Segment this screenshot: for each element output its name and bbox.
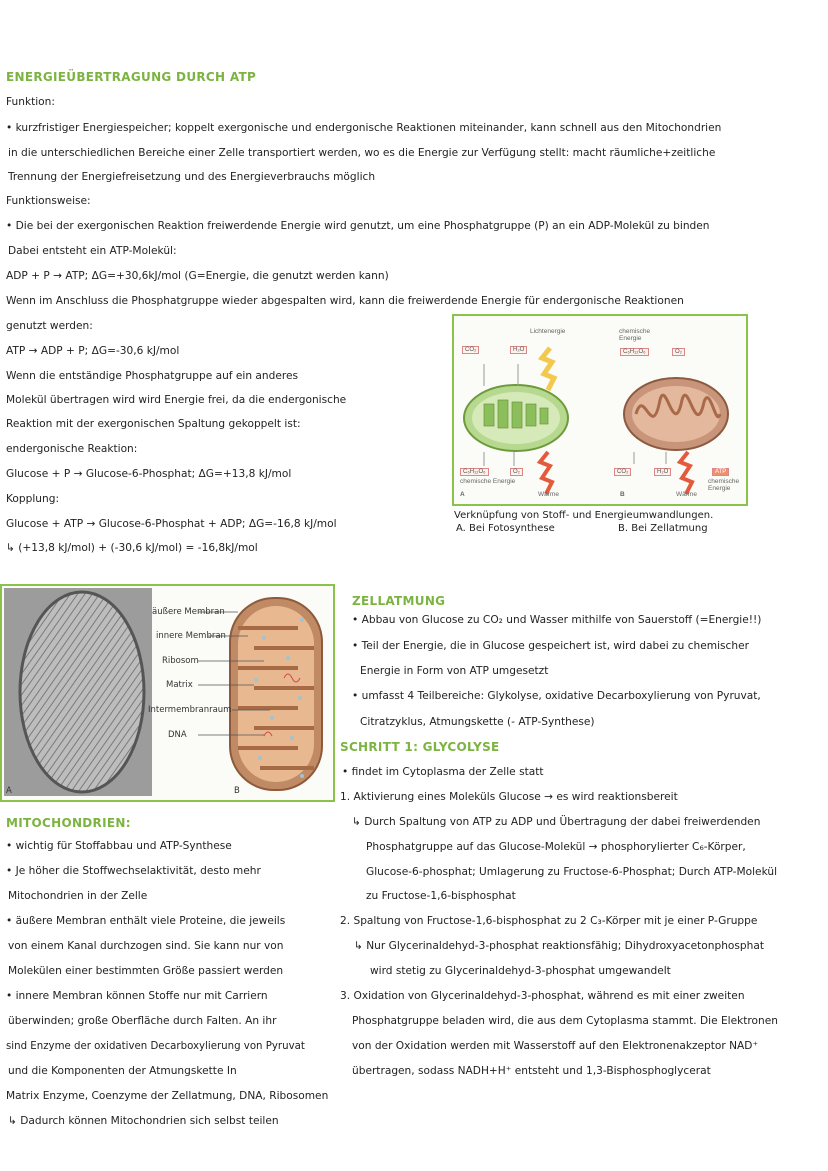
zellatmung-title: ZELLATMUNG <box>352 594 446 608</box>
text-line: Phosphatgruppe auf das Glucose-Molekül → phosphorylierter C₆-Körper, <box>366 841 746 853</box>
text-line: überwinden; große Oberfläche durch Falten. An ihr <box>8 1015 277 1027</box>
waerme-label-a: Wärme <box>538 491 559 498</box>
text-line: Funktion: <box>6 96 55 108</box>
text-line: Kopplung: <box>6 493 60 505</box>
glucose-box-top: C₆H₁₂O₆ <box>620 348 649 356</box>
lichtenergie-label: Lichtenergie <box>530 328 566 335</box>
text-line: Molekül übertragen wird wird Energie frei, da die endergonische <box>6 394 347 406</box>
text-line: genutzt werden: <box>6 320 93 332</box>
chem-energy-top-label: chemische Energie <box>619 328 651 342</box>
co2-box-b: CO₂ <box>614 468 631 476</box>
text-line: ↳ Durch Spaltung von ATP zu ADP und Übertragung der dabei freiwerdenden <box>352 816 761 828</box>
schritt1-title: SCHRITT 1: GLYCOLYSE <box>340 740 500 754</box>
text-line: übertragen, sodass NADH+H⁺ entsteht und 1,3-Bisphosphoglycerat <box>352 1065 711 1077</box>
label-intermembrane: Intermembranraum <box>148 705 232 715</box>
energy-conversion-figure <box>452 314 748 506</box>
figure2-label-a: A <box>6 786 12 796</box>
o2-box-top: O₂ <box>672 348 685 356</box>
label-inner-membrane: innere Membran <box>156 631 226 641</box>
text-line: • wichtig für Stoffabbau und ATP-Synthese <box>6 840 232 852</box>
text-line: ↳ (+13,8 kJ/mol) + (-30,6 kJ/mol) = -16,8kJ/mol <box>6 542 258 554</box>
mitochondrion-figure <box>0 584 335 802</box>
text-line: Glucose-6-phosphat; Umlagerung zu Fructose-6-Phosphat; Durch ATP-Molekül <box>366 866 778 878</box>
text-line: Phosphatgruppe beladen wird, die aus dem Cytoplasma stammt. Die Elektronen <box>352 1015 778 1027</box>
text-line: • kurzfristiger Energiespeicher; koppelt exergonische und endergonische Reaktionen miteinander, kann schnell aus den Mitochondrien <box>6 122 722 134</box>
text-line: von der Oxidation werden mit Wasserstoff auf den Elektronenakzeptor NAD⁺ <box>352 1040 759 1052</box>
label-a: A <box>460 491 465 498</box>
text-line: ↳ Dadurch können Mitochondrien sich selbst teilen <box>8 1115 279 1127</box>
label-matrix: Matrix <box>166 680 193 690</box>
text-line: ↳ Nur Glycerinaldehyd-3-phosphat reaktionsfähig; Dihydroxyacetonphosphat <box>354 940 764 952</box>
text-line: von einem Kanal durchzogen sind. Sie kann nur von <box>8 940 284 952</box>
text-line: 3. Oxidation von Glycerinaldehyd-3-phosphat, während es mit einer zweiten <box>340 990 745 1002</box>
text-line: endergonische Reaktion: <box>6 443 138 455</box>
label-outer-membrane: äußere Membran <box>152 607 225 617</box>
text-line: 1. Aktivierung eines Moleküls Glucose → es wird reaktionsbereit <box>340 791 678 803</box>
text-line: zu Fructose-1,6-bisphosphat <box>366 890 516 902</box>
o2-box-a: O₂ <box>510 468 523 476</box>
text-line: Citratzyklus, Atmungskette (- ATP-Synthese) <box>360 716 595 728</box>
text-line: ADP + P → ATP; ΔG=+30,6kJ/mol (G=Energie, die genutzt werden kann) <box>6 270 389 282</box>
label-dna: DNA <box>168 730 187 740</box>
text-line: Wenn im Anschluss die Phosphatgruppe wieder abgespalten wird, kann die freiwerdende Energie für endergonische Reaktionen <box>6 295 684 307</box>
glucose-box-a: C₆H₁₂O₆ <box>460 468 489 476</box>
text-line: Funktionsweise: <box>6 195 91 207</box>
text-line: Glucose + P → Glucose-6-Phosphat; ΔG=+13,8 kJ/mol <box>6 468 292 480</box>
text-line: • umfasst 4 Teilbereiche: Glykolyse, oxidative Decarboxylierung von Pyruvat, <box>352 690 761 702</box>
label-b: B <box>620 491 625 498</box>
mito-title: MITOCHONDRIEN: <box>6 816 131 830</box>
h2o-box: H₂O <box>510 346 527 354</box>
text-line: • innere Membran können Stoffe nur mit Carriern <box>6 990 268 1002</box>
text-line: Dabei entsteht ein ATP-Molekül: <box>8 245 177 257</box>
text-line: • Die bei der exergonischen Reaktion freiwerdende Energie wird genutzt, um eine Phosphatgruppe (P) an ein ADP-Molekül zu binden <box>6 220 710 232</box>
text-line: Glucose + ATP → Glucose-6-Phosphat + ADP; ΔG=-16,8 kJ/mol <box>6 518 337 530</box>
text-line: Matrix Enzyme, Coenzyme der Zellatmung, DNA, Ribosomen <box>6 1090 329 1102</box>
chem-energy-a-label: chemische Energie <box>460 478 516 485</box>
page-title: ENERGIEÜBERTRAGUNG DURCH ATP <box>6 70 257 84</box>
atp-box: ATP <box>712 468 729 476</box>
text-line: Reaktion mit der exergonischen Spaltung gekoppelt ist: <box>6 418 301 430</box>
text-line: • äußere Membran enthält viele Proteine, die jeweils <box>6 915 286 927</box>
text-line: Molekülen einer bestimmten Größe passiert werden <box>8 965 284 977</box>
text-line: Mitochondrien in der Zelle <box>8 890 148 902</box>
figure1-caption-a: A. Bei Fotosynthese <box>456 523 555 534</box>
organelle-drawing <box>454 316 746 504</box>
text-line: Wenn die entständige Phosphatgruppe auf ein anderes <box>6 370 299 382</box>
figure2-label-b: B <box>234 786 240 796</box>
co2-box: CO₂ <box>462 346 479 354</box>
figure1-caption: Verknüpfung von Stoff- und Energieumwandlungen. <box>454 510 714 521</box>
text-line: • Je höher die Stoffwechselaktivität, desto mehr <box>6 865 261 877</box>
h2o-box-b: H₂O <box>654 468 671 476</box>
text-line: 2. Spaltung von Fructose-1,6-bisphosphat zu 2 C₃-Körper mit je einer P-Gruppe <box>340 915 758 927</box>
mitochondrion-drawing <box>2 586 333 800</box>
text-line: • findet im Cytoplasma der Zelle statt <box>342 766 544 778</box>
text-line: Energie in Form von ATP umgesetzt <box>360 665 549 677</box>
figure1-caption-b: B. Bei Zellatmung <box>618 523 708 534</box>
label-ribosome: Ribosom <box>162 656 199 666</box>
waerme-label-b: Wärme <box>676 491 697 498</box>
text-line: ATP → ADP + P; ΔG=-30,6 kJ/mol <box>6 345 180 357</box>
text-line: • Teil der Energie, die in Glucose gespeichert ist, wird dabei zu chemischer <box>352 640 749 652</box>
text-line: • Abbau von Glucose zu CO₂ und Wasser mithilfe von Sauerstoff (=Energie!!) <box>352 614 762 626</box>
text-line: wird stetig zu Glycerinaldehyd-3-phosphat umgewandelt <box>370 965 671 977</box>
text-line: Trennung der Energiefreisetzung und des Energieverbrauchs möglich <box>8 171 376 183</box>
text-line: sind Enzyme der oxidativen Decarboxylierung von Pyruvat <box>6 1041 305 1052</box>
chem-energy-b-label: chemische Energie <box>708 478 740 492</box>
text-line: in die unterschiedlichen Bereiche einer Zelle transportiert werden, wo es die Energie zur Verfügung stellt: macht räumliche+zeitliche <box>8 147 716 159</box>
text-line: und die Komponenten der Atmungskette In <box>8 1065 237 1077</box>
